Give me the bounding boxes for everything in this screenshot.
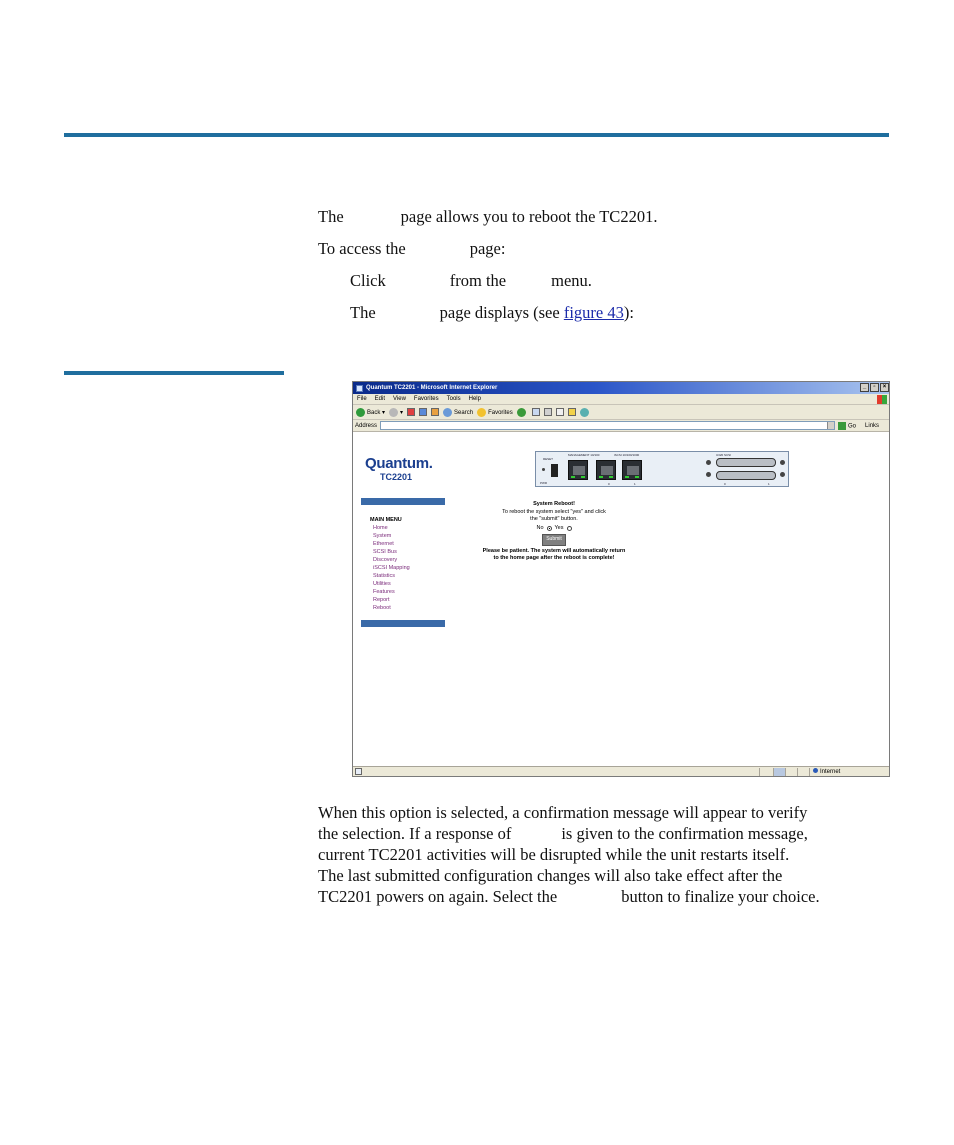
- ie-icon: [356, 385, 363, 392]
- nav-statistics[interactable]: Statistics: [373, 573, 396, 579]
- pwr-label: PWR: [540, 481, 547, 485]
- nav-bar-bottom: [361, 620, 445, 627]
- header-rule: [64, 133, 889, 137]
- reset-button-icon: [551, 464, 558, 477]
- iscsi-port-0-icon: [596, 460, 616, 480]
- favorites-button[interactable]: [477, 408, 513, 417]
- status-segment: [797, 768, 809, 776]
- search-button[interactable]: [443, 408, 473, 417]
- status-segment: [773, 768, 785, 776]
- step-1: [350, 271, 592, 291]
- reboot-title: System Reboot!: [533, 501, 575, 507]
- reboot-form: [459, 501, 649, 563]
- screw-icon: [780, 472, 785, 477]
- iscsi-port-0-label: 0: [608, 482, 610, 486]
- no-radio[interactable]: [547, 526, 552, 531]
- access-line: [318, 239, 505, 259]
- menu-view[interactable]: View: [393, 396, 406, 402]
- menu-file[interactable]: File: [357, 396, 367, 402]
- nav-scsi-bus[interactable]: SCSI Bus: [373, 549, 397, 555]
- intro-the: The: [318, 207, 344, 226]
- star-icon: [477, 408, 486, 417]
- status-zone-label: Internet: [820, 768, 841, 775]
- step1-a: Click: [350, 271, 386, 290]
- browser-menubar: [353, 394, 889, 405]
- scsi-1-label: 1: [768, 482, 770, 486]
- print-icon[interactable]: [544, 408, 552, 416]
- mgmt-label: MANAGEMENT 10/100: [568, 453, 600, 457]
- minimize-icon[interactable]: _: [860, 383, 869, 392]
- screw-icon: [706, 460, 711, 465]
- status-segment: [759, 768, 773, 776]
- nav-ethernet[interactable]: Ethernet: [373, 541, 394, 547]
- iscsi-label: iSCSI 10/100/1000: [614, 453, 640, 457]
- back-button[interactable]: Back ▾: [356, 408, 385, 417]
- address-label: Address: [355, 422, 378, 429]
- nav-discovery[interactable]: Discovery: [373, 557, 398, 563]
- go-button[interactable]: [838, 422, 856, 430]
- links-button[interactable]: Links: [865, 422, 880, 429]
- scsi-connector-1-icon: [716, 471, 776, 480]
- browser-titlebar: [353, 382, 889, 394]
- logo-text: Quantum.: [365, 455, 433, 472]
- access-a: To access the: [318, 239, 406, 258]
- status-zone: [809, 768, 889, 776]
- para-line-2b: is given to the confirmation message,: [561, 824, 808, 843]
- nav-report[interactable]: Report: [373, 597, 390, 603]
- maximize-icon[interactable]: ▫: [870, 383, 879, 392]
- submit-button[interactable]: Submit: [542, 534, 566, 546]
- address-bar: [353, 420, 889, 432]
- menu-tools[interactable]: Tools: [446, 396, 461, 402]
- stop-icon[interactable]: [407, 408, 415, 416]
- screw-icon: [780, 460, 785, 465]
- nav-iscsi-mapping[interactable]: iSCSI Mapping: [373, 565, 410, 571]
- close-icon[interactable]: ×: [880, 383, 889, 392]
- no-label: No: [536, 524, 544, 531]
- para-line-5b: button to finalize your choice.: [621, 887, 820, 906]
- nav-utilities[interactable]: Utilities: [373, 581, 391, 587]
- search-label: Search: [454, 409, 474, 416]
- iscsi-port-1-icon: [622, 460, 642, 480]
- intro-rest: page allows you to reboot the TC2201.: [400, 207, 658, 226]
- web-page: [353, 433, 889, 766]
- step1-b: from the: [449, 271, 507, 290]
- nav-reboot[interactable]: Reboot: [373, 605, 391, 611]
- windows-logo-icon: [877, 395, 887, 404]
- address-input[interactable]: [380, 421, 835, 430]
- scsi-0-label: 0: [724, 482, 726, 486]
- step2-a: The: [350, 303, 376, 322]
- main-menu-header: MAIN MENU: [370, 517, 402, 523]
- browser-title: Quantum TC2201 - Microsoft Internet Explorer: [366, 385, 498, 391]
- reset-label: RESET: [543, 457, 554, 461]
- u320-label: U320 SCSI: [716, 453, 732, 457]
- go-label: Go: [848, 423, 857, 430]
- step1-c: menu.: [551, 271, 592, 290]
- para-line-4: The last submitted configuration changes will also take effect after the: [318, 866, 783, 885]
- history-icon[interactable]: [517, 408, 526, 417]
- browser-toolbar: [353, 405, 889, 420]
- globe-icon: [813, 768, 818, 773]
- nav-system[interactable]: System: [373, 533, 392, 539]
- reboot-instruction-1: To reboot the system select "yes" and click: [502, 508, 606, 515]
- mgmt-port-icon: [568, 460, 588, 480]
- screw-icon: [706, 472, 711, 477]
- reboot-options: [536, 525, 571, 533]
- nav-bar-top: [361, 498, 445, 505]
- home-icon[interactable]: [431, 408, 439, 416]
- browser-statusbar: [353, 766, 889, 776]
- para-line-1: When this option is selected, a confirmation message will appear to verify: [318, 803, 808, 822]
- edit-icon[interactable]: [556, 408, 564, 416]
- menu-help[interactable]: Help: [468, 396, 481, 402]
- patience-line-2: to the home page after the reboot is complete!: [493, 555, 615, 561]
- refresh-icon[interactable]: [419, 408, 427, 416]
- para-line-3: current TC2201 activities will be disrupted while the unit restarts itself.: [318, 845, 790, 864]
- scsi-connector-0-icon: [716, 458, 776, 467]
- para-line-5a: TC2201 powers on again. Select the: [318, 887, 558, 906]
- para-line-2a: the selection. If a response of: [318, 824, 512, 843]
- search-icon: [443, 408, 452, 417]
- reboot-instruction-2: the "submit" button.: [530, 516, 578, 522]
- menu-favorites[interactable]: Favorites: [413, 396, 439, 402]
- step-2: [350, 303, 634, 323]
- yes-label: Yes: [554, 524, 564, 531]
- figure-43-link[interactable]: figure 43: [563, 303, 624, 322]
- forward-button[interactable]: ▾: [389, 408, 403, 417]
- window-controls: [860, 383, 889, 392]
- figure-label-rule: [64, 371, 284, 375]
- forward-arrow-icon: [389, 408, 398, 417]
- iscsi-port-1-label: 1: [634, 482, 636, 486]
- messenger-icon[interactable]: [580, 408, 589, 417]
- device-faceplate: [535, 451, 789, 487]
- description-paragraph: [318, 802, 893, 907]
- page-done-icon: [355, 768, 362, 775]
- nav-home[interactable]: Home: [373, 525, 388, 531]
- patience-line-1: Please be patient. The system will automatically return: [482, 547, 626, 554]
- quantum-logo: [365, 455, 449, 482]
- nav-features[interactable]: Features: [373, 589, 395, 595]
- intro-line: [318, 207, 657, 227]
- browser-screenshot: [352, 381, 890, 777]
- go-arrow-icon: [838, 422, 846, 430]
- reset-led-icon: [542, 468, 545, 471]
- step2-end: ):: [623, 303, 634, 322]
- status-segment: [785, 768, 797, 776]
- favorites-label: Favorites: [488, 409, 513, 416]
- back-arrow-icon: [356, 408, 365, 417]
- access-b: page:: [469, 239, 506, 258]
- address-dropdown-icon[interactable]: [827, 422, 834, 429]
- menu-edit[interactable]: Edit: [374, 396, 386, 402]
- step2-b: page displays (see: [439, 303, 560, 322]
- back-label: Back: [367, 409, 381, 416]
- logo-model: TC2201: [380, 472, 413, 482]
- mail-icon[interactable]: [532, 408, 540, 416]
- folder-icon[interactable]: [568, 408, 576, 416]
- yes-radio[interactable]: [567, 526, 572, 531]
- main-menu: [370, 516, 410, 612]
